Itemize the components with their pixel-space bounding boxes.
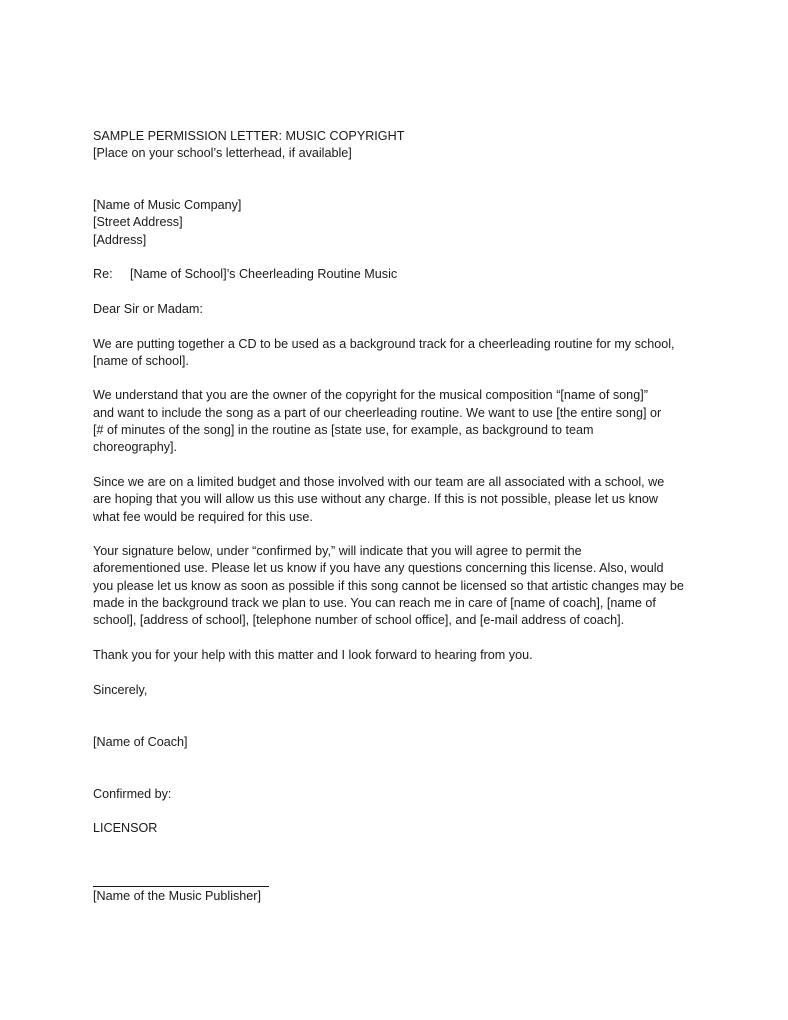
paragraph-line: and want to include the song as a part of our cheerleading routine. We want to use [the entire song] or bbox=[93, 406, 662, 420]
paragraph-line: [# of minutes of the song] in the routine as [state use, for example, as background to team bbox=[93, 423, 594, 437]
re-subject: [Name of School]’s Cheerleading Routine Music bbox=[130, 267, 398, 281]
confirmed-by: Confirmed by: bbox=[93, 787, 172, 801]
paragraph-line: made in the background track we plan to use. You can reach me in care of [name of coach], [name of bbox=[93, 596, 656, 610]
publisher-name: [Name of the Music Publisher] bbox=[93, 889, 261, 903]
paragraph-line: We are putting together a CD to be used as a background track for a cheerleading routine for my school, bbox=[93, 337, 675, 351]
licensor-label: LICENSOR bbox=[93, 821, 158, 835]
paragraph-line: aforementioned use. Please let us know if you have any questions concerning this license. Also, would bbox=[93, 561, 664, 575]
paragraph-line: choreography]. bbox=[93, 440, 178, 454]
paragraph-line: what fee would be required for this use. bbox=[93, 510, 313, 524]
paragraph-line: Thank you for your help with this matter and I look forward to hearing from you. bbox=[93, 648, 533, 662]
letter-title: SAMPLE PERMISSION LETTER: MUSIC COPYRIGHT bbox=[93, 129, 405, 143]
paragraph-line: Your signature below, under “confirmed by,” will indicate that you will agree to permit the bbox=[93, 544, 582, 558]
paragraph-line: We understand that you are the owner of the copyright for the musical composition “[name of song]” bbox=[93, 388, 648, 402]
recipient-address: [Address] bbox=[93, 233, 147, 247]
paragraph-line: Since we are on a limited budget and those involved with our team are all associated with a school, we bbox=[93, 475, 665, 489]
salutation: Dear Sir or Madam: bbox=[93, 302, 203, 316]
letterhead-note: [Place on your school’s letterhead, if available] bbox=[93, 146, 352, 160]
paragraph-line: are hoping that you will allow us this use without any charge. If this is not possible, please let us know bbox=[93, 492, 658, 506]
paragraph-line: [name of school]. bbox=[93, 354, 189, 368]
signer-name: [Name of Coach] bbox=[93, 735, 188, 749]
signature-line bbox=[93, 886, 269, 887]
recipient-company: [Name of Music Company] bbox=[93, 198, 242, 212]
paragraph-line: you please let us know as soon as possible if this song cannot be licensed so that artistic changes may be bbox=[93, 579, 684, 593]
re-label: Re: bbox=[93, 267, 113, 281]
recipient-street: [Street Address] bbox=[93, 215, 183, 229]
paragraph-line: school], [address of school], [telephone number of school office], and [e-mail address of coach]. bbox=[93, 613, 625, 627]
closing: Sincerely, bbox=[93, 683, 148, 697]
